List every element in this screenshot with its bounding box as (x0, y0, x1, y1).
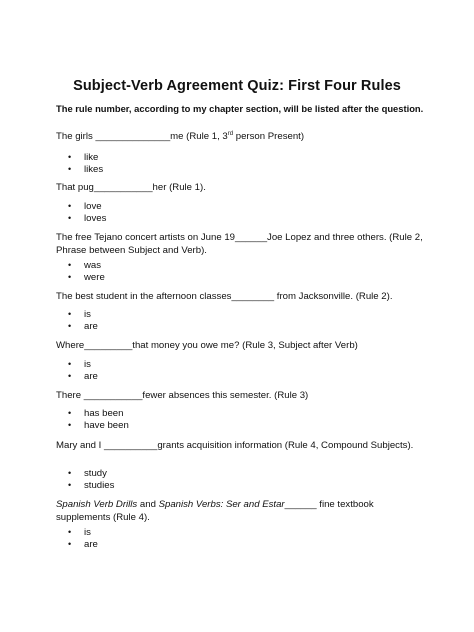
option-item (56, 309, 98, 321)
bullet-icon: • (68, 152, 72, 162)
option-label: love (84, 201, 102, 212)
option-label: are (84, 538, 98, 550)
question-8-book-title-2: Spanish Verbs: Ser and Estar (158, 499, 285, 510)
option-label: study (84, 468, 107, 479)
question-1-options (56, 152, 103, 175)
question-2-options (56, 201, 106, 224)
question-4-options (56, 309, 98, 332)
bullet-icon: • (68, 260, 72, 270)
option-item (56, 260, 105, 272)
option-item (56, 539, 98, 551)
page-title: Subject-Verb Agreement Quiz: First Four Rules (73, 78, 401, 94)
bullet-icon: • (68, 370, 72, 381)
option-label: is (84, 309, 91, 320)
question-6-options (56, 408, 129, 431)
bullet-icon: • (68, 527, 72, 537)
question-5-options (56, 359, 98, 382)
bullet-icon: • (68, 468, 72, 478)
question-5: Where_________that money you owe me? (Rule 3, Subject after Verb) (56, 340, 358, 351)
option-item (56, 468, 114, 480)
bullet-icon: • (68, 163, 72, 174)
option-item (56, 201, 106, 213)
question-6: There ___________fewer absences this semester. (Rule 3) (56, 390, 309, 401)
option-item (56, 371, 98, 383)
bullet-icon: • (68, 212, 72, 223)
option-item (56, 527, 98, 539)
option-label: has been (84, 408, 124, 419)
option-label: was (84, 260, 102, 271)
option-item (56, 272, 105, 284)
question-7-options (56, 468, 114, 491)
option-item (56, 321, 98, 333)
option-label: have been (84, 419, 129, 431)
option-label: loves (84, 212, 107, 224)
bullet-icon: • (68, 408, 72, 418)
question-8 (56, 498, 424, 524)
question-1-superscript: rd (227, 130, 234, 137)
option-item (56, 152, 103, 164)
page-subtitle: The rule number, according to my chapter section, will be listed after the question. (56, 103, 424, 114)
option-item (56, 420, 129, 432)
question-1 (56, 130, 424, 143)
bullet-icon: • (68, 201, 72, 211)
option-label: studies (84, 479, 115, 491)
question-4: The best student in the afternoon classes________ from Jacksonville. (Rule 2). (56, 291, 393, 302)
option-label: is (84, 359, 91, 370)
option-label: are (84, 370, 98, 382)
option-item (56, 213, 106, 225)
option-label: are (84, 320, 98, 332)
option-label: like (84, 152, 99, 163)
bullet-icon: • (68, 538, 72, 549)
option-item (56, 408, 129, 420)
option-item (56, 164, 103, 176)
bullet-icon: • (68, 419, 72, 430)
bullet-icon: • (68, 320, 72, 331)
question-2: That pug___________her (Rule 1). (56, 182, 206, 193)
option-label: is (84, 527, 91, 538)
question-1-text-end: person Present) (233, 131, 305, 142)
question-7: Mary and I __________grants acquisition information (Rule 4, Compound Subjects). (56, 440, 414, 451)
question-3: The free Tejano concert artists on June 19______Joe Lopez and three others. (Rule 2, Phrase between Subject and Verb). (56, 232, 423, 256)
option-label: were (84, 271, 105, 283)
bullet-icon: • (68, 479, 72, 490)
bullet-icon: • (68, 271, 72, 282)
question-8-options (56, 527, 98, 550)
option-item (56, 359, 98, 371)
question-3-options (56, 260, 105, 283)
bullet-icon: • (68, 309, 72, 319)
bullet-icon: • (68, 359, 72, 369)
question-8-text-end: ______ fine textbook supplements (Rule 4). (56, 499, 374, 523)
question-8-text-mid: and (137, 499, 159, 510)
option-item (56, 480, 114, 492)
option-label: likes (84, 163, 104, 175)
question-8-book-title-1: Spanish Verb Drills (56, 499, 138, 510)
question-1-text: The girls ______________me (Rule 1, 3 (56, 131, 228, 142)
